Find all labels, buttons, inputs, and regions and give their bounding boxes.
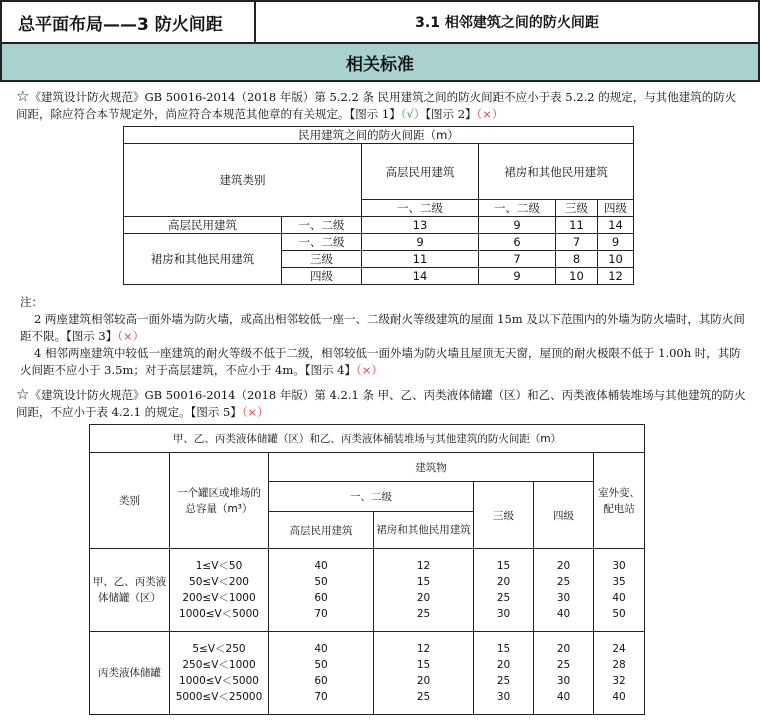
cell-value: 12: [598, 268, 634, 285]
clause-4-2-1: [16, 386, 746, 421]
header-podium: 裙房和其他民用建筑: [374, 512, 474, 549]
cell-substation: 24 28 32 40: [594, 632, 645, 715]
header-building: 建筑物: [269, 453, 594, 482]
header-capacity: 一个罐区或堆场的总容量（m³）: [170, 453, 269, 549]
star-icon: ☆: [16, 385, 30, 403]
figure-link-3[interactable]: 【图示 3】: [66, 329, 118, 343]
cross-mark: （×）: [355, 363, 383, 377]
header-highrise: 高层民用建筑: [362, 144, 479, 200]
table-row: [124, 217, 634, 234]
cell-value: 7: [556, 234, 598, 251]
table-row: [90, 632, 645, 715]
row-grade: 四级: [282, 268, 362, 285]
header-grade-1-2: 一、二级: [362, 200, 479, 217]
cell-value: 7: [479, 251, 556, 268]
check-mark: （√）: [400, 107, 426, 121]
cell-capacity: 5≤V＜250 250≤V＜1000 1000≤V＜5000 5000≤V＜25000: [170, 632, 269, 715]
row-category: 裙房和其他民用建筑: [124, 234, 282, 285]
header-grade-1-2: 一、二级: [269, 482, 474, 512]
standards-band: 相关标准: [0, 44, 760, 82]
cell-value: 13: [362, 217, 479, 234]
header-grade-3: 三级: [556, 200, 598, 217]
cell-value: 6: [479, 234, 556, 251]
cross-mark: （×）: [241, 405, 269, 419]
row-category: 高层民用建筑: [124, 217, 282, 234]
cross-mark: （×）: [476, 107, 504, 121]
table-row: [124, 234, 634, 251]
cell-value: 14: [362, 268, 479, 285]
header-grade-1-2: 一、二级: [479, 200, 556, 217]
table-caption: 民用建筑之间的防火间距（m）: [124, 127, 634, 144]
header-substation: 室外变、配电站: [594, 453, 645, 549]
cell-value: 8: [556, 251, 598, 268]
figure-link-1[interactable]: 【图示 1】: [349, 107, 401, 121]
clause-5-2-2: [16, 88, 746, 123]
header-highrise: 高层民用建筑: [269, 512, 374, 549]
row-grade: 一、二级: [282, 217, 362, 234]
row-grade: 一、二级: [282, 234, 362, 251]
header-grade-4: 四级: [534, 482, 594, 549]
cell-value: 9: [598, 234, 634, 251]
cell-value: 14: [598, 217, 634, 234]
cross-mark: （×）: [117, 329, 145, 343]
star-icon: ☆: [16, 87, 30, 105]
chapter-title: 总平面布局——3 防火间距: [2, 2, 256, 42]
header-grade-4: 四级: [598, 200, 634, 217]
cell-grade-3: 15 20 25 30: [474, 549, 534, 632]
notes-title: 注：: [20, 295, 43, 309]
cell-value: 10: [598, 251, 634, 268]
figure-link-5[interactable]: 【图示 5】: [190, 405, 242, 419]
clause-text: 《建筑设计防火规范》GB 50016-2014（2018 年版）第 4.2.1 条 甲、乙、丙类液体储罐（区）和乙、丙类液体桶装堆场与其他建筑的防火间距，不应小于表 4.2.1 的规定。: [16, 388, 746, 419]
header-building-type: 建筑类别: [124, 144, 362, 217]
cell-value: 11: [362, 251, 479, 268]
cell-highrise: 40 50 60 70: [269, 632, 374, 715]
figure-link-4[interactable]: 【图示 4】: [304, 363, 356, 377]
header-grade-3: 三级: [474, 482, 534, 549]
clause-text: 《建筑设计防火规范》GB 50016-2014（2018 年版）第 5.2.2 条 民用建筑之间的防火间距不应小于表 5.2.2 的规定，与其他建筑的防火间距，除应符合本节规定外，尚应符合本规范其他章的有关规定。: [16, 90, 737, 121]
note-2: [20, 311, 750, 345]
cell-podium: 12 15 20 25: [374, 549, 474, 632]
section-title: 3.1 相邻建筑之间的防火间距: [415, 15, 599, 31]
cell-highrise: 40 50 60 70: [269, 549, 374, 632]
cell-value: 9: [362, 234, 479, 251]
row-category: 丙类液体储罐: [90, 632, 170, 715]
table-row: [90, 549, 645, 632]
cell-substation: 30 35 40 50: [594, 549, 645, 632]
cell-value: 9: [479, 268, 556, 285]
note-text: 4 相邻两座建筑中较低一座建筑的耐火等级不低于二级，相邻较低一面外墙为防火墙且屋顶无天窗，屋顶的耐火极限不低于 1.00h 时，其防火间距不应小于 3.5m；对于高层建筑，不应小于 4m。: [20, 346, 741, 377]
civil-building-spacing-table: [123, 126, 634, 285]
table-caption: 甲、乙、丙类液体储罐（区）和乙、丙类液体桶装堆场与其他建筑的防火间距（m）: [90, 425, 645, 453]
cell-value: 9: [479, 217, 556, 234]
note-text: 2 两座建筑相邻较高一面外墙为防火墙，或高出相邻较低一座一、二级耐火等级建筑的屋面 15m 及以下范围内的外墙为防火墙时，其防火间距不限。: [20, 312, 745, 343]
cell-value: 10: [556, 268, 598, 285]
figure-link-2[interactable]: 【图示 2】: [425, 107, 477, 121]
note-4: [20, 345, 750, 379]
cell-podium: 12 15 20 25: [374, 632, 474, 715]
header-category: 类别: [90, 453, 170, 549]
cell-value: 11: [556, 217, 598, 234]
row-grade: 三级: [282, 251, 362, 268]
cell-grade-3: 15 20 25 30: [474, 632, 534, 715]
page-header: [0, 0, 760, 44]
cell-grade-4: 20 25 30 40: [534, 549, 594, 632]
liquid-tank-spacing-table: [89, 424, 645, 715]
header-podium: 裙房和其他民用建筑: [479, 144, 634, 200]
table-notes: [20, 294, 750, 379]
cell-capacity: 1≤V＜50 50≤V＜200 200≤V＜1000 1000≤V＜5000: [170, 549, 269, 632]
row-category: 甲、乙、丙类液体储罐（区）: [90, 549, 170, 632]
cell-grade-4: 20 25 30 40: [534, 632, 594, 715]
